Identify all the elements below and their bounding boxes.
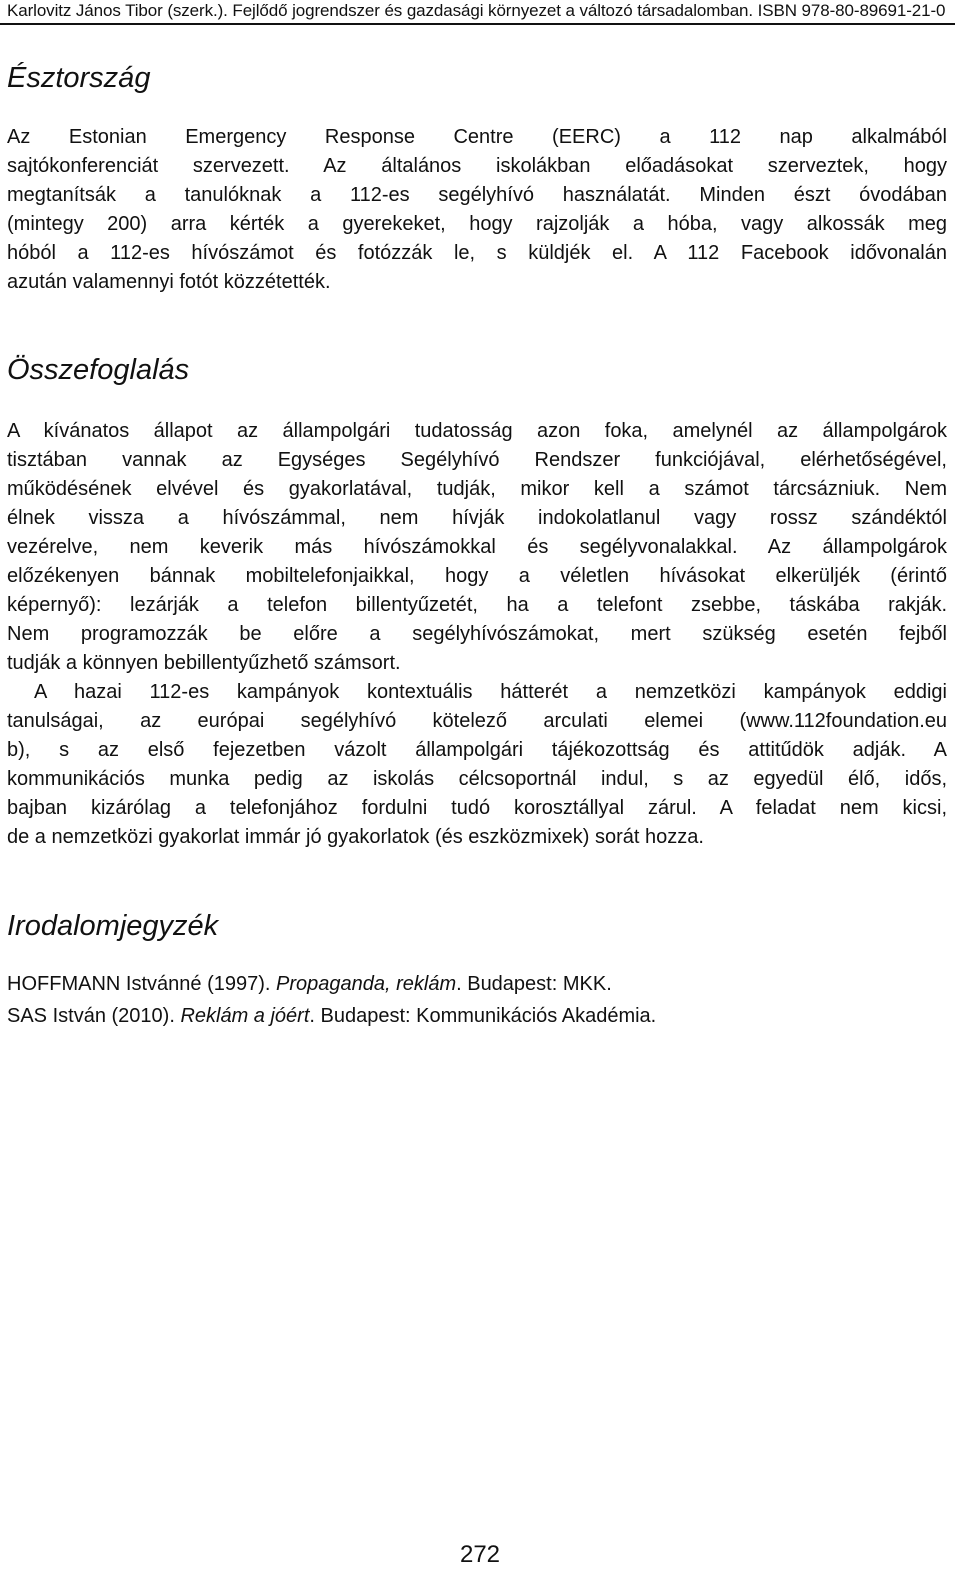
reference-publisher: . Budapest: Kommunikációs Akadémia.: [309, 1005, 657, 1027]
reference-item: [7, 970, 612, 999]
text-line: kommunikációs munka pedig az iskolás célcsoportnál indul, s az egyedül élő, idős,: [7, 768, 947, 790]
text-line: sajtókonferenciát szervezett. Az általános iskolákban előadásokat szerveztek, hogy: [7, 155, 947, 177]
text-line: Nem programozzák be előre a segélyhívószámokat, mert szükség esetén fejből: [7, 623, 947, 645]
reference-author-rest: AS: [20, 1005, 48, 1027]
paragraph-summary-2: [7, 678, 947, 852]
text-line: előzékenyen bánnak mobiltelefonjaikkal, hogy a véletlen hívásokat elkerüljék (érintő: [7, 565, 947, 587]
reference-item: [7, 1002, 656, 1031]
text-line: működésének elvével és gyakorlatával, tudják, mikor kell a számot tárcsázniuk. Nem: [7, 478, 947, 500]
text-line: A kívánatos állapot az állampolgári tudatosság azon foka, amelynél az állampolgárok: [7, 420, 947, 442]
text-line: tanulságai, az európai segélyhívó kötelező arculati elemei (www.112foundation.eu: [7, 710, 947, 732]
header-divider: [0, 23, 955, 25]
text-line: megtanítsák a tanulóknak a 112-es segélyhívó használatát. Minden észt óvodában: [7, 184, 947, 206]
reference-author-initial: H: [7, 973, 22, 995]
text-line: Az Estonian Emergency Response Centre (EERC) a 112 nap alkalmából: [7, 126, 947, 148]
running-header: Karlovitz János Tibor (szerk.). Fejlődő jogrendszer és gazdasági környezet a változó társadalomban. ISBN 978-80-89691-21-0: [7, 1, 946, 20]
heading-references: Irodalomjegyzék: [7, 910, 219, 942]
reference-author-initial: S: [7, 1005, 21, 1027]
reference-author-rest: OFFMANN: [21, 973, 121, 995]
text-line: tisztában vannak az Egységes Segélyhívó Rendszer funkciójával, elérhetőségével,: [7, 449, 947, 471]
text-line: vezérelve, nem keverik más hívószámokkal és segélyvonalakkal. Az állampolgárok: [7, 536, 947, 558]
heading-summary: Összefoglalás: [7, 354, 190, 386]
text-line: de a nemzetközi gyakorlat immár jó gyakorlatok (és eszközmixek) sorát hozza.: [7, 826, 704, 848]
text-line: azután valamennyi fotót közzétették.: [7, 271, 331, 293]
reference-title: Propaganda, reklám: [276, 973, 457, 995]
reference-title: Reklám a jóért: [180, 1005, 310, 1027]
text-line: b), s az első fejezetben vázolt állampolgári tájékozottság és attitűdök adják. A: [7, 739, 947, 761]
text-line: tudják a könnyen bebillentyűzhető számsort.: [7, 652, 401, 674]
text-line: (mintegy 200) arra kérték a gyerekeket, hogy rajzolják a hóba, vagy alkossák meg: [7, 213, 947, 235]
text-line: bajban kizárólag a telefonjához fordulni tudó korosztállyal zárul. A feladat nem kicsi,: [7, 797, 947, 819]
reference-publisher: . Budapest: MKK.: [456, 973, 612, 995]
paragraph-estonia: [7, 123, 947, 297]
reference-author-given: István (2010).: [47, 1005, 181, 1027]
reference-author-given: Istvánné (1997).: [120, 973, 276, 995]
page-number: 272: [459, 1541, 501, 1568]
text-line: képernyő): lezárják a telefon billentyűzetét, ha a telefont zsebbe, táskába rakják.: [7, 594, 947, 616]
paragraph-summary-1: [7, 417, 947, 678]
text-line: hóból a 112-es hívószámot és fotózzák le, s küldjék el. A 112 Facebook idővonalán: [7, 242, 947, 264]
text-line: A hazai 112-es kampányok kontextuális hátterét a nemzetközi kampányok eddigi: [34, 681, 947, 703]
heading-estonia: Észtország: [7, 62, 151, 94]
text-line: élnek vissza a hívószámmal, nem hívják indokolatlanul vagy rossz szándéktól: [7, 507, 947, 529]
